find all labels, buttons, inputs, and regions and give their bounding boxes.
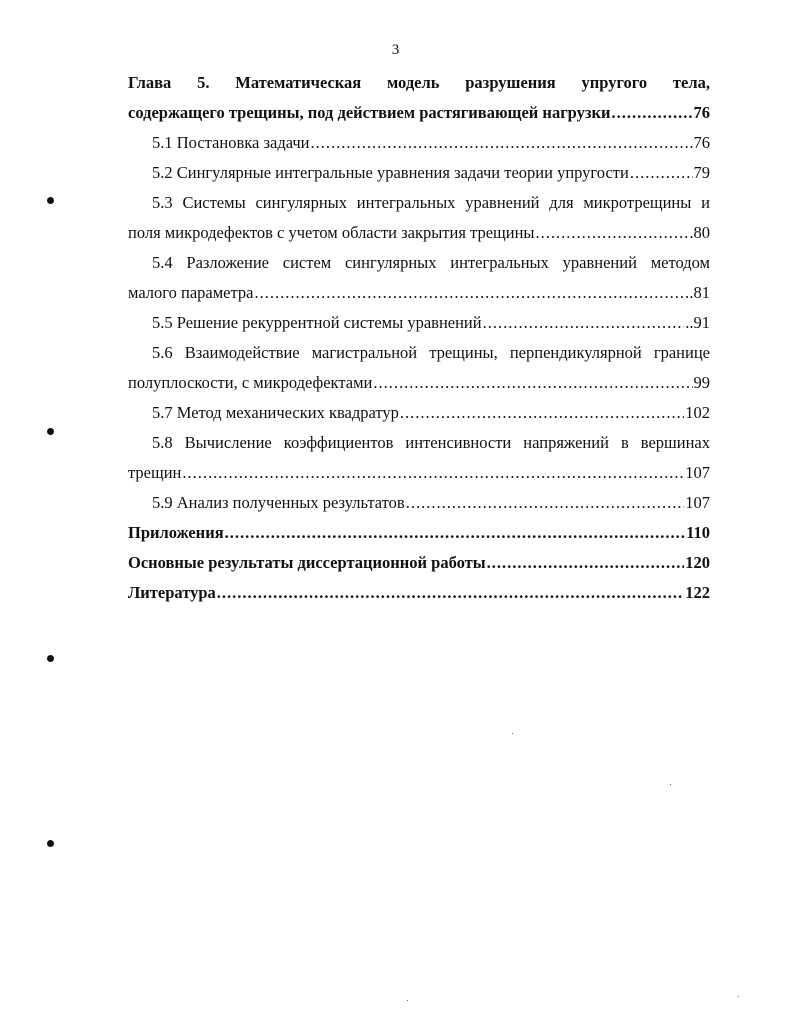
- toc-leader-dots: [217, 578, 684, 608]
- toc-section-5-5-title: 5.5 Решение рекуррентной системы уравнений: [152, 313, 482, 332]
- toc-section-5-7[interactable]: [128, 398, 710, 428]
- toc-chapter5-line2[interactable]: [128, 98, 710, 128]
- toc-chapter5-line1[interactable]: [128, 68, 710, 98]
- toc-section-5-9-page: 107: [685, 493, 710, 512]
- toc-leader-dots: [400, 398, 684, 428]
- toc-section-5-6-line1[interactable]: [128, 338, 710, 368]
- toc-section-5-8-line1[interactable]: [128, 428, 710, 458]
- scan-speck: [512, 733, 513, 734]
- toc-leader-dots: [483, 308, 685, 338]
- toc-section-5-3-line1[interactable]: [128, 188, 710, 218]
- toc-section-5-3-title-line1: 5.3 Системы сингулярных интегральных уравнений для микротрещины и: [152, 193, 710, 212]
- toc-leader-dots: [630, 158, 693, 188]
- toc-appendix-title: Приложения: [128, 523, 224, 542]
- toc-leader-dots: [487, 548, 685, 578]
- toc-leader-dots: [311, 128, 689, 158]
- toc-literature-title: Литература: [128, 583, 216, 602]
- toc-leader-dots: [406, 488, 685, 518]
- toc-section-5-5[interactable]: [128, 308, 710, 338]
- toc-section-5-8-title-line1: 5.8 Вычисление коэффициентов интенсивности напряжений в вершинах: [152, 433, 710, 452]
- toc-section-5-1-title: 5.1 Постановка задачи: [152, 133, 310, 152]
- binder-hole-mark: [47, 197, 54, 204]
- binder-hole-mark: [47, 655, 54, 662]
- toc-chapter5-title-line2: содержащего трещины, под действием растягивающей нагрузки: [128, 103, 611, 122]
- toc-section-5-3-page: .80: [689, 223, 710, 242]
- scan-speck: [670, 784, 671, 785]
- toc-section-5-3-title-line2: поля микродефектов с учетом области закрытия трещины: [128, 223, 535, 242]
- toc-main-results-title: Основные результаты диссертационной работы: [128, 553, 486, 572]
- toc-leader-dots: [373, 368, 692, 398]
- toc-section-5-2-page: 79: [693, 163, 710, 182]
- toc-main-results[interactable]: [128, 548, 710, 578]
- binder-hole-mark: [47, 428, 54, 435]
- toc-section-5-6-line2[interactable]: [128, 368, 710, 398]
- toc-leader-dots: [612, 98, 693, 128]
- toc-section-5-8-page: 107: [685, 463, 710, 482]
- toc-literature-page: 122: [685, 583, 710, 602]
- scan-speck: [407, 1000, 408, 1001]
- toc-section-5-7-page: 102: [685, 403, 710, 422]
- toc-section-5-9[interactable]: [128, 488, 710, 518]
- toc-section-5-2-title: 5.2 Сингулярные интегральные уравнения задачи теории упругости: [152, 163, 629, 182]
- toc-main-results-page: 120: [685, 553, 710, 572]
- toc-section-5-4-title-line1: 5.4 Разложение систем сингулярных интегральных уравнений методом: [152, 253, 710, 272]
- toc-section-5-6-title-line1: 5.6 Взаимодействие магистральной трещины, перпендикулярной границе: [152, 343, 710, 362]
- toc-section-5-2[interactable]: [128, 158, 710, 188]
- toc-section-5-5-page: ..91: [685, 313, 710, 332]
- toc-section-5-1-page: .76: [689, 133, 710, 152]
- toc-section-5-9-title: 5.9 Анализ полученных результатов: [152, 493, 405, 512]
- toc-section-5-4-line2[interactable]: [128, 278, 710, 308]
- toc-section-5-4-title-line2: малого параметра: [128, 283, 254, 302]
- table-of-contents: [128, 68, 710, 608]
- toc-section-5-6-page: 99: [693, 373, 710, 392]
- toc-leader-dots: [536, 218, 689, 248]
- toc-section-5-4-line1[interactable]: [128, 248, 710, 278]
- toc-leader-dots: [225, 518, 686, 548]
- toc-appendix-page: 110: [686, 523, 710, 542]
- toc-section-5-4-page: .81: [689, 283, 710, 302]
- page-number: 3: [391, 42, 400, 58]
- toc-section-5-8-title-line2: трещин: [128, 463, 182, 482]
- toc-section-5-8-line2[interactable]: [128, 458, 710, 488]
- toc-chapter5-page: 76: [693, 103, 710, 122]
- toc-section-5-1[interactable]: [128, 128, 710, 158]
- toc-leader-dots: [255, 278, 689, 308]
- toc-leader-dots: [182, 458, 684, 488]
- toc-section-5-6-title-line2: полуплоскости, с микродефектами: [128, 373, 373, 392]
- scan-speck: [738, 996, 739, 997]
- toc-literature[interactable]: [128, 578, 710, 608]
- toc-chapter5-title-line1: Глава 5. Математическая модель разрушения упругого тела,: [128, 73, 710, 92]
- toc-appendix[interactable]: [128, 518, 710, 548]
- toc-section-5-3-line2[interactable]: [128, 218, 710, 248]
- binder-hole-mark: [47, 840, 54, 847]
- toc-section-5-7-title: 5.7 Метод механических квадратур: [152, 403, 399, 422]
